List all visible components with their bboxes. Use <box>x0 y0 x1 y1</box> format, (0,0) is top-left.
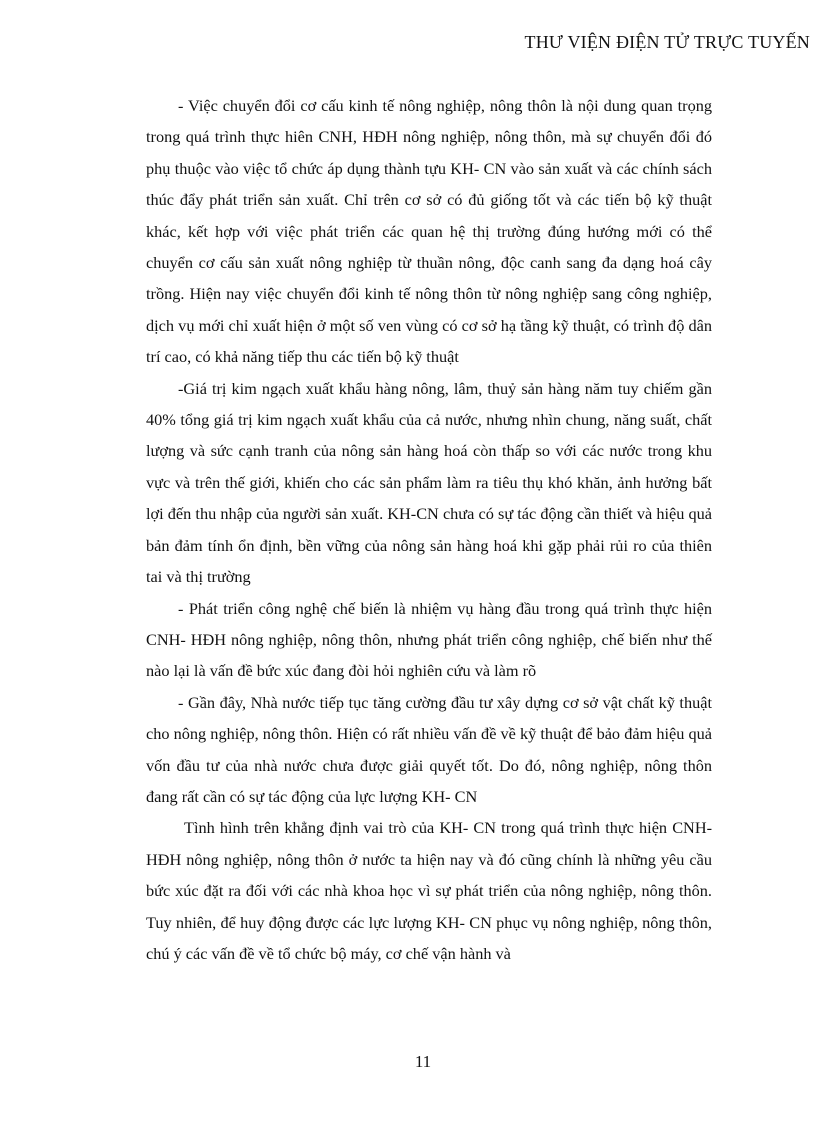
page-number: 11 <box>414 1052 432 1071</box>
page-header-title: THƯ VIỆN ĐIỆN TỬ TRỰC TUYẾN <box>524 32 810 52</box>
body-text <box>146 90 712 969</box>
paragraph-economic-restructuring: - Việc chuyển đổi cơ cấu kinh tế nông nghiệp, nông thôn là nội dung quan trọng trong quá trình thực hiên CNH, HĐH nông nghiệp, nông thôn, mà sự chuyển đổi đó phụ thuộc vào việc tổ chức áp dụng thành tựu KH- CN vào sản xuất và các chính sách thúc đẩy phát triển sản xuất. Chỉ trên cơ sở có đủ giống tốt và các tiến bộ kỹ thuật khác, kết hợp với việc phát triển các quan hệ thị trường đúng hướng mới có thể chuyển cơ cấu sản xuất nông nghiệp từ thuần nông, độc canh sang đa dạng hoá cây trồng. Hiện nay việc chuyển đổi kinh tế nông thôn từ nông nghiệp sang công nghiệp, dịch vụ mới chỉ xuất hiện ở một số ven vùng có cơ sở hạ tầng kỹ thuật, có trình độ dân trí cao, có khả năng tiếp thu các tiến bộ kỹ thuật <box>146 96 712 367</box>
paragraph-export-value: -Giá trị kim ngạch xuất khẩu hàng nông, lâm, thuỷ sản hàng năm tuy chiếm gần 40% tổng giá trị kim ngạch xuất khẩu của cả nước, nhưng nhìn chung, năng suất, chất lượng và sức cạnh tranh của nông sản hàng hoá còn thấp so với các nước trong khu vực và trên thế giới, khiến cho các sản phẩm làm ra tiêu thụ khó khăn, ảnh hưởng bất lợi đến thu nhập của người sản xuất. KH-CN chưa có sự tác động cần thiết và hiệu quả bản đảm tính ổn định, bền vững của nông sản hàng hoá khi gặp phải rủi ro của thiên tai và thị trường <box>146 378 712 587</box>
paragraph-situation-summary: Tình hình trên khẳng định vai trò của KH- CN trong quá trình thực hiện CNH- HĐH nông nghiệp, nông thôn ở nước ta hiện nay và đó cũng chính là những yêu cầu bức xúc đặt ra đối với các nhà khoa học vì sự phát triển của nông nghiệp, nông thôn. Tuy nhiên, để huy động được các lực lượng KH- CN phục vụ nông nghiệp, nông thôn, chú ý các vấn đề về tổ chức bộ máy, cơ chế vận hành và <box>146 818 712 963</box>
paragraph-processing-technology: - Phát triển công nghệ chế biến là nhiệm vụ hàng đầu trong quá trình thực hiện CNH- HĐH nông nghiệp, nông thôn, nhưng phát triển công nghiệp, chế biến như thế nào lại là vấn đề bức xúc đang đòi hỏi nghiên cứu và làm rõ <box>146 598 712 681</box>
paragraph-state-investment: - Gần đây, Nhà nước tiếp tục tăng cường đầu tư xây dựng cơ sở vật chất kỹ thuật cho nông nghiệp, nông thôn. Hiện có rất nhiều vấn đề về kỹ thuật để bảo đảm hiệu quả vốn đầu tư của nhà nước chưa được giải quyết tốt. Do đó, nông nghiệp, nông thôn đang rất cần có sự tác động của lực lượng KH- CN <box>146 692 712 806</box>
